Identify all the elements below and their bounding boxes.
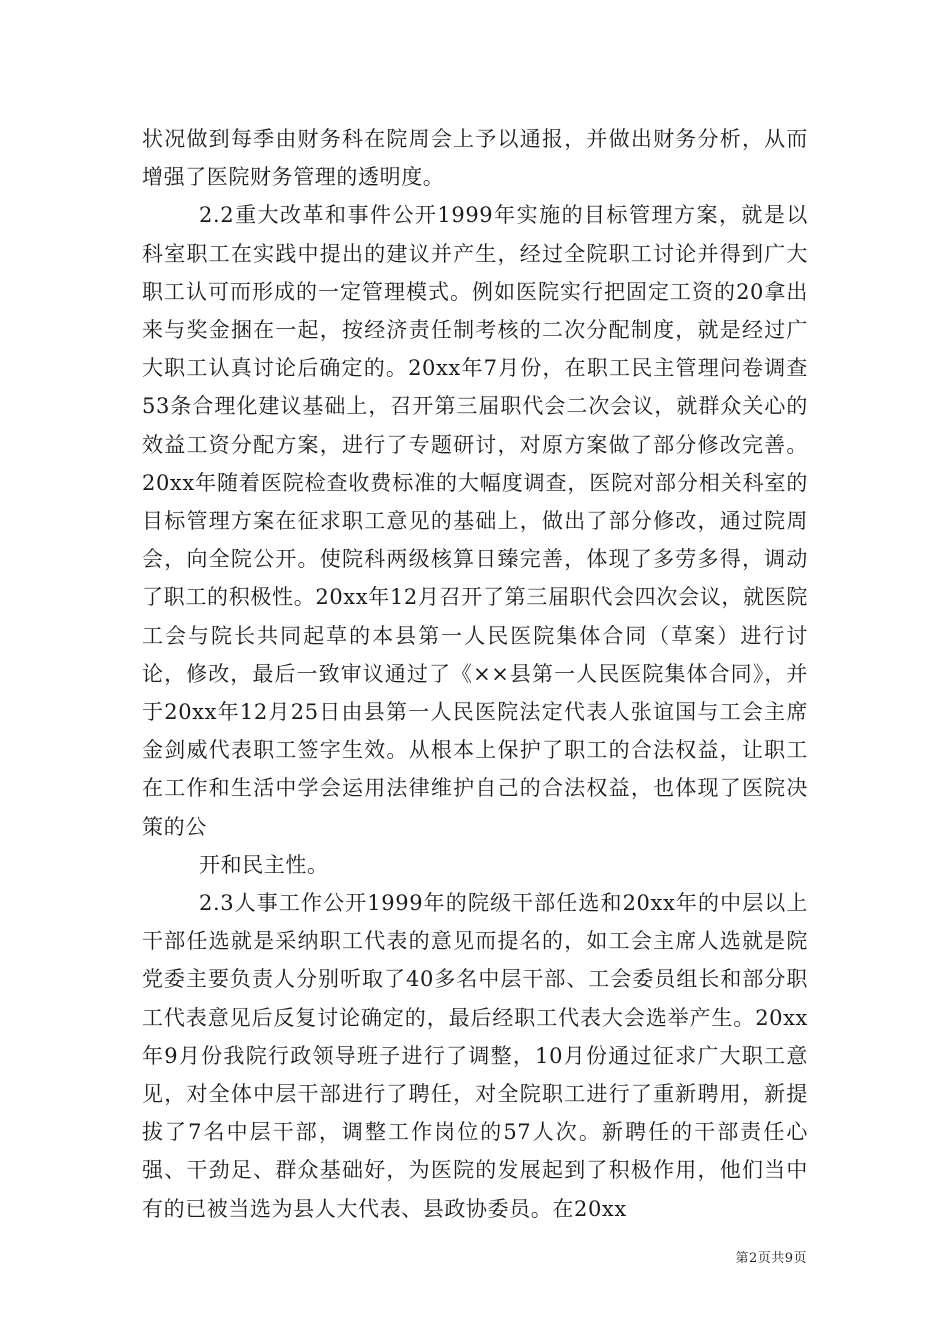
page-number: 第2页共9页 [735,1251,807,1266]
paragraph-continuation: 开和民主性。 [199,852,329,877]
paragraph-personnel: 2.3人事工作公开1999年的院级干部任选和20xx年的中层以上干部任选就是采纳职工代表的意见而提名的，如工会主席人选就是院党委主要负责人分别听取了40多名中层干部、工会委员组长和部分职工代表意见后反复讨论确定的，最后经职工代表大会选举产生。20xx年9月份我院行政领导班子进行了调整，10月份通过征求广大职工意见，对全体中层干部进行了聘任，对全院职工进行了重新聘用，新提拔了7名中层干部，调整工作岗位的57人次。新聘任的干部责任心强、干劲足、群众基础好，为医院的发展起到了积极作用，他们当中有的已被当选为县人大代表、县政协委员。在20xx [142,891,808,1221]
paragraph-financial-transparency: 状况做到每季由财务科在院周会上予以通报，并做出财务分析，从而增强了医院财务管理的透明度。 [142,127,808,190]
paragraph-major-reforms: 2.2重大改革和事件公开1999年实施的目标管理方案，就是以科室职工在实践中提出的建议并产生，经过全院职工讨论并得到广大职工认可而形成的一定管理模式。例如医院实行把固定工资的20拿出来与奖金捆在一起，按经济责任制考核的二次分配制度，就是经过广大职工认真讨论后确定的。20xx年7月份，在职工民主管理问卷调查53条合理化建议基础上，召开第三届职代会二次会议，就群众关心的效益工资分配方案，进行了专题研讨，对原方案做了部分修改完善。20xx年随着医院检查收费标准的大幅度调查，医院对部分相关科室的目标管理方案在征求职工意见的基础上，做出了部分修改，通过院周会，向全院公开。使院科两级核算日臻完善，体现了多劳多得，调动了职工的积极性。20xx年12月召开了第三届职代会四次会议，就医院工会与院长共同起草的本县第一人民医院集体合同（草案）进行讨论，修改，最后一致审议通过了《××县第一人民医院集体合同》，并于20xx年12月25日由县第一人民医院法定代表人张谊国与工会主席金剑威代表职工签字生效。从根本上保护了职工的合法权益，让职工在工作和生活中学会运用法律维护自己的合法权益，也体现了医院决策的公 [142,203,808,839]
document-body [142,120,808,1228]
